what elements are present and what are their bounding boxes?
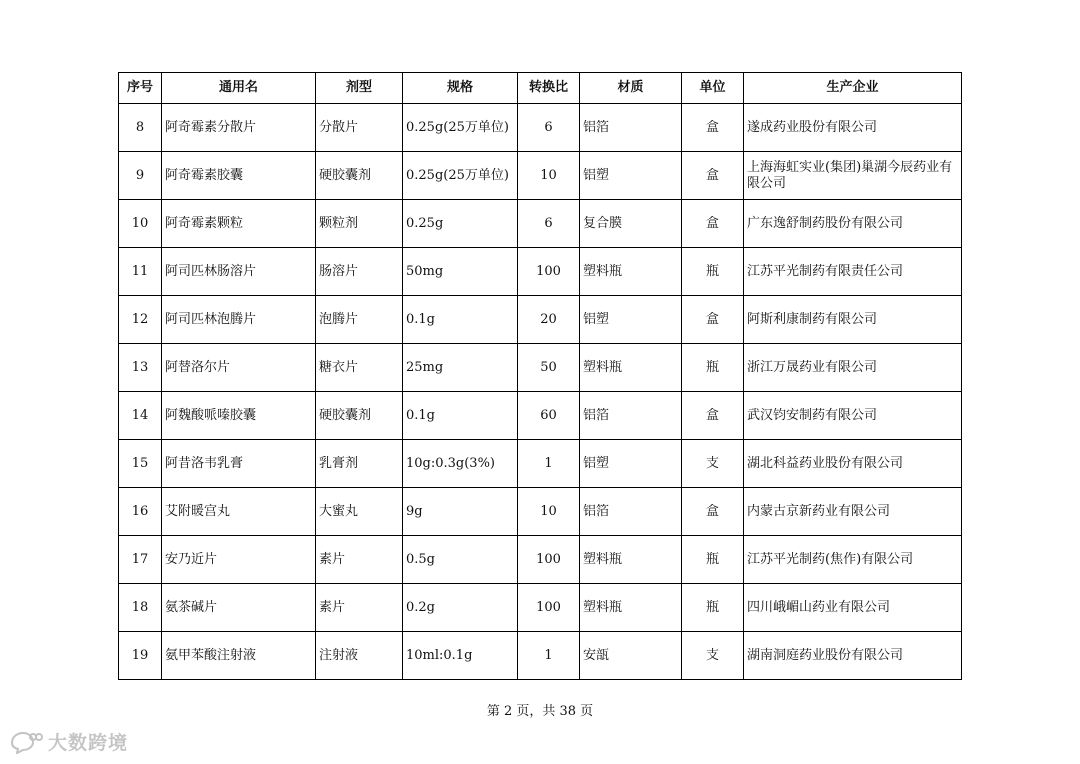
cell-spec: 9g <box>403 488 518 536</box>
cell-spec: 0.25g(25万单位) <box>403 152 518 200</box>
cell-no: 19 <box>119 632 162 680</box>
cell-unit: 盒 <box>682 296 744 344</box>
cell-form: 素片 <box>316 584 403 632</box>
cell-spec: 0.1g <box>403 392 518 440</box>
header-spec: 规格 <box>403 73 518 104</box>
cell-form: 糖衣片 <box>316 344 403 392</box>
table-row <box>119 536 962 584</box>
cell-maker: 广东逸舒制药股份有限公司 <box>744 200 962 248</box>
cell-ratio: 100 <box>518 584 580 632</box>
cell-name: 安乃近片 <box>162 536 316 584</box>
cell-name: 阿奇霉素颗粒 <box>162 200 316 248</box>
header-material: 材质 <box>580 73 682 104</box>
cell-form: 泡腾片 <box>316 296 403 344</box>
cell-form: 硬胶囊剂 <box>316 152 403 200</box>
table-row <box>119 392 962 440</box>
cell-material: 塑料瓶 <box>580 536 682 584</box>
cell-spec: 50mg <box>403 248 518 296</box>
drug-table <box>118 72 962 680</box>
chat-bubble-logo-icon <box>8 730 44 754</box>
watermark <box>8 728 128 755</box>
cell-unit: 盒 <box>682 488 744 536</box>
cell-spec: 10ml:0.1g <box>403 632 518 680</box>
cell-unit: 瓶 <box>682 584 744 632</box>
cell-spec: 0.1g <box>403 296 518 344</box>
cell-no: 17 <box>119 536 162 584</box>
cell-name: 阿昔洛韦乳膏 <box>162 440 316 488</box>
cell-maker: 湖南洞庭药业股份有限公司 <box>744 632 962 680</box>
header-no: 序号 <box>119 73 162 104</box>
cell-unit: 支 <box>682 440 744 488</box>
watermark-text: 大数跨境 <box>48 732 129 754</box>
cell-maker: 阿斯利康制药有限公司 <box>744 296 962 344</box>
cell-unit: 盒 <box>682 104 744 152</box>
table-row <box>119 488 962 536</box>
cell-form: 分散片 <box>316 104 403 152</box>
table-row <box>119 632 962 680</box>
cell-no: 13 <box>119 344 162 392</box>
header-name: 通用名 <box>162 73 316 104</box>
cell-form: 颗粒剂 <box>316 200 403 248</box>
cell-name: 氨甲苯酸注射液 <box>162 632 316 680</box>
cell-no: 10 <box>119 200 162 248</box>
cell-ratio: 100 <box>518 248 580 296</box>
cell-unit: 盒 <box>682 200 744 248</box>
table-body <box>119 104 962 680</box>
cell-maker: 四川峨嵋山药业有限公司 <box>744 584 962 632</box>
table-row <box>119 296 962 344</box>
table-row <box>119 344 962 392</box>
cell-no: 14 <box>119 392 162 440</box>
cell-ratio: 1 <box>518 632 580 680</box>
cell-ratio: 6 <box>518 104 580 152</box>
header-unit: 单位 <box>682 73 744 104</box>
cell-no: 11 <box>119 248 162 296</box>
cell-form: 注射液 <box>316 632 403 680</box>
cell-no: 12 <box>119 296 162 344</box>
cell-material: 安瓿 <box>580 632 682 680</box>
cell-spec: 0.5g <box>403 536 518 584</box>
cell-no: 8 <box>119 104 162 152</box>
cell-spec: 10g:0.3g(3%) <box>403 440 518 488</box>
cell-material: 铝塑 <box>580 152 682 200</box>
cell-no: 9 <box>119 152 162 200</box>
cell-maker: 浙江万晟药业有限公司 <box>744 344 962 392</box>
cell-no: 15 <box>119 440 162 488</box>
table-header-row <box>119 73 962 104</box>
cell-maker: 武汉钧安制药有限公司 <box>744 392 962 440</box>
header-form: 剂型 <box>316 73 403 104</box>
cell-material: 铝箔 <box>580 104 682 152</box>
cell-form: 大蜜丸 <box>316 488 403 536</box>
cell-name: 阿奇霉素胶囊 <box>162 152 316 200</box>
page-footer: 第 2 页，共 38 页 <box>486 704 594 719</box>
cell-maker: 上海海虹实业(集团)巢湖今辰药业有限公司 <box>744 152 962 200</box>
cell-unit: 支 <box>682 632 744 680</box>
cell-material: 铝箔 <box>580 488 682 536</box>
cell-material: 铝塑 <box>580 296 682 344</box>
cell-ratio: 1 <box>518 440 580 488</box>
cell-ratio: 60 <box>518 392 580 440</box>
cell-no: 16 <box>119 488 162 536</box>
table-row <box>119 584 962 632</box>
cell-maker: 江苏平光制药有限责任公司 <box>744 248 962 296</box>
cell-spec: 0.25g(25万单位) <box>403 104 518 152</box>
cell-name: 艾附暖宫丸 <box>162 488 316 536</box>
cell-material: 塑料瓶 <box>580 248 682 296</box>
cell-material: 复合膜 <box>580 200 682 248</box>
cell-form: 硬胶囊剂 <box>316 392 403 440</box>
cell-name: 阿司匹林泡腾片 <box>162 296 316 344</box>
cell-no: 18 <box>119 584 162 632</box>
cell-material: 铝塑 <box>580 440 682 488</box>
cell-spec: 0.25g <box>403 200 518 248</box>
table-row <box>119 248 962 296</box>
cell-spec: 25mg <box>403 344 518 392</box>
cell-spec: 0.2g <box>403 584 518 632</box>
table-row <box>119 200 962 248</box>
cell-maker: 遂成药业股份有限公司 <box>744 104 962 152</box>
cell-unit: 瓶 <box>682 248 744 296</box>
cell-ratio: 10 <box>518 488 580 536</box>
cell-maker: 湖北科益药业股份有限公司 <box>744 440 962 488</box>
cell-unit: 盒 <box>682 152 744 200</box>
cell-name: 氨茶碱片 <box>162 584 316 632</box>
cell-unit: 盒 <box>682 392 744 440</box>
cell-form: 肠溶片 <box>316 248 403 296</box>
cell-ratio: 20 <box>518 296 580 344</box>
cell-maker: 内蒙古京新药业有限公司 <box>744 488 962 536</box>
header-ratio: 转换比 <box>518 73 580 104</box>
cell-ratio: 10 <box>518 152 580 200</box>
cell-name: 阿魏酸哌嗪胶囊 <box>162 392 316 440</box>
cell-material: 塑料瓶 <box>580 584 682 632</box>
cell-unit: 瓶 <box>682 536 744 584</box>
cell-material: 塑料瓶 <box>580 344 682 392</box>
table-row <box>119 104 962 152</box>
header-maker: 生产企业 <box>744 73 962 104</box>
cell-unit: 瓶 <box>682 344 744 392</box>
cell-ratio: 50 <box>518 344 580 392</box>
cell-ratio: 100 <box>518 536 580 584</box>
cell-material: 铝箔 <box>580 392 682 440</box>
cell-name: 阿司匹林肠溶片 <box>162 248 316 296</box>
cell-form: 乳膏剂 <box>316 440 403 488</box>
cell-name: 阿替洛尔片 <box>162 344 316 392</box>
table-row <box>119 440 962 488</box>
cell-name: 阿奇霉素分散片 <box>162 104 316 152</box>
cell-ratio: 6 <box>518 200 580 248</box>
cell-form: 素片 <box>316 536 403 584</box>
cell-maker: 江苏平光制药(焦作)有限公司 <box>744 536 962 584</box>
table-row <box>119 152 962 200</box>
